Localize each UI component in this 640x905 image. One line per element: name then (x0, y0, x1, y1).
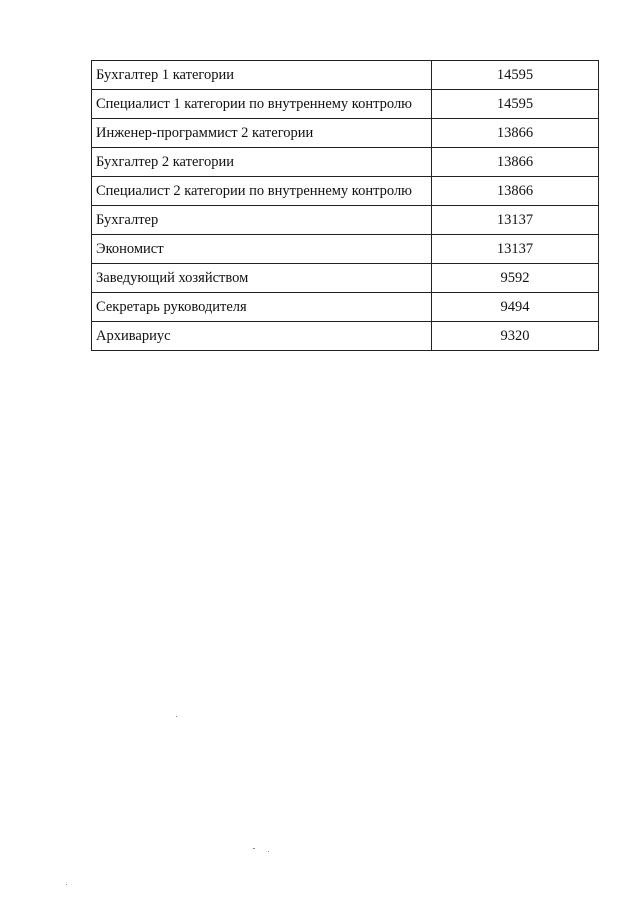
position-cell: Экономист (92, 235, 432, 264)
table-row (92, 264, 599, 293)
position-cell: Архивариус (92, 322, 432, 351)
position-cell: Секретарь руководителя (92, 293, 432, 322)
salary-cell: 13866 (432, 148, 599, 177)
salary-cell: 13137 (432, 235, 599, 264)
scan-speck (253, 848, 255, 849)
position-cell: Бухгалтер 1 категории (92, 61, 432, 90)
table-row (92, 206, 599, 235)
salary-cell: 13137 (432, 206, 599, 235)
table-row (92, 177, 599, 206)
scan-speck (268, 851, 269, 852)
scan-speck (66, 884, 67, 885)
salary-cell: 14595 (432, 61, 599, 90)
scan-speck (176, 716, 177, 717)
salary-cell: 13866 (432, 177, 599, 206)
table-row (92, 148, 599, 177)
table-row (92, 119, 599, 148)
salary-cell: 9592 (432, 264, 599, 293)
table-row (92, 90, 599, 119)
position-cell: Инженер-программист 2 категории (92, 119, 432, 148)
position-cell: Специалист 2 категории по внутреннему контролю (92, 177, 432, 206)
table-row (92, 235, 599, 264)
salary-cell: 9320 (432, 322, 599, 351)
salary-cell: 14595 (432, 90, 599, 119)
position-cell: Бухгалтер (92, 206, 432, 235)
position-cell: Заведующий хозяйством (92, 264, 432, 293)
table-row (92, 293, 599, 322)
table-row (92, 61, 599, 90)
salary-cell: 13866 (432, 119, 599, 148)
position-cell: Бухгалтер 2 категории (92, 148, 432, 177)
position-cell: Специалист 1 категории по внутреннему контролю (92, 90, 432, 119)
salary-table-body (92, 61, 599, 351)
table-row (92, 322, 599, 351)
salary-cell: 9494 (432, 293, 599, 322)
salary-table (91, 60, 599, 351)
